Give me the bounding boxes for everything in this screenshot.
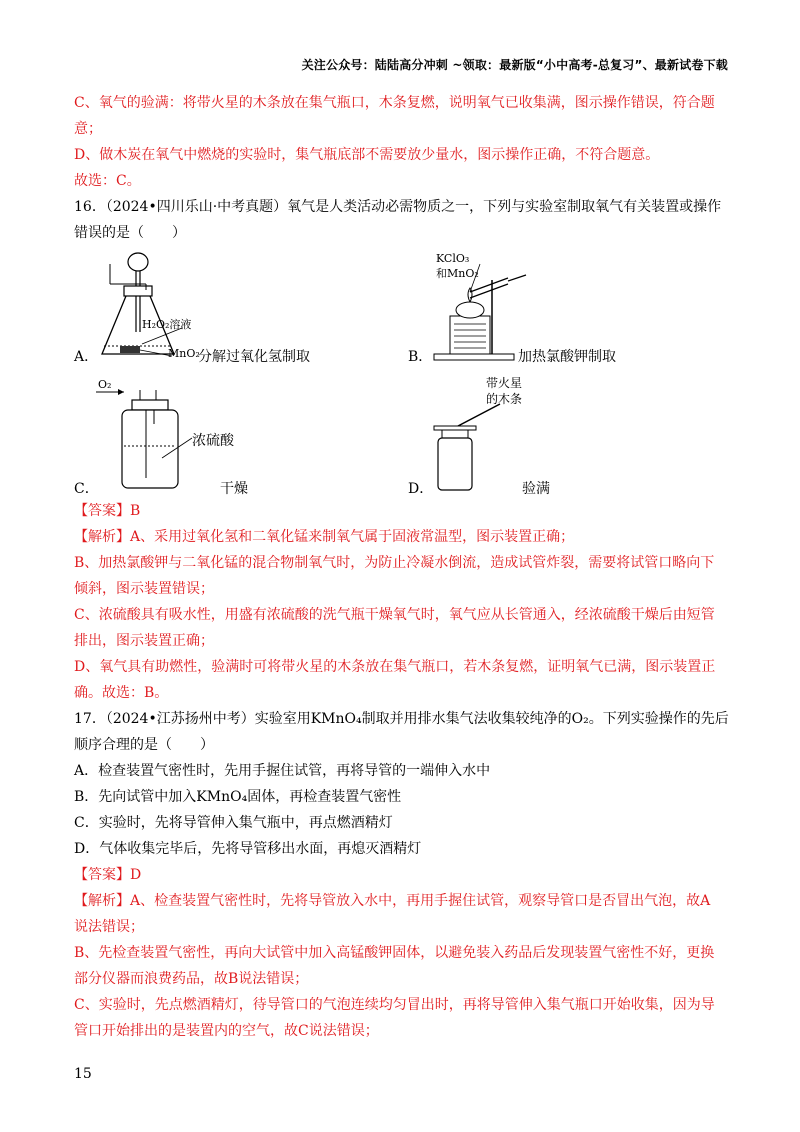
option-c-label: C．: [74, 481, 99, 497]
splint-label-line1: 带火星: [486, 376, 523, 390]
q17-option: B．先向试管中加入KMnO₄固体，再检查装置气密性: [74, 789, 402, 805]
q16-analysis-line: 【解析】A、采用过氧化氢和二氧化锰来制氧气属于固液常温型，图示装置正确；: [74, 529, 575, 545]
q17-analysis-line: 【解析】A、检查装置气密性时，先将导管放入水中，再用手握住试管，观察导管口是否冒出气泡，故A: [74, 893, 711, 909]
option-c-caption: 干燥: [220, 481, 248, 497]
q17-analysis-line: 部分仪器而浪费药品，故B说法错误；: [74, 971, 309, 987]
q16-answer: 【答案】B: [74, 503, 141, 519]
option-d-label: D．: [408, 481, 434, 497]
q17-analysis-line: 说法错误；: [74, 919, 144, 935]
q17-stem-line1: 17．（2024•江苏扬州中考）实验室用KMnO₄制取并用排水集气法收集较纯净的O₂。下列实验操作的先后: [74, 711, 729, 727]
q17-analysis-line: C、实验时，先点燃酒精灯，待导管口的气泡连续均匀冒出时，再将导管伸入集气瓶口开始收集，因为导: [74, 997, 715, 1013]
q16-analysis-line: 排出，图示装置正确；: [74, 633, 214, 649]
prev-analysis-c-line1: C、氧气的验满：将带火星的木条放在集气瓶口，木条复燃，说明氧气已收集满，图示操作错误，符合题: [74, 95, 715, 111]
q17-analysis-line: B、先检查装置气密性，再向大试管中加入高锰酸钾固体，以避免装入药品后发现装置气密性不好，更换: [74, 945, 715, 961]
q17-stem-line2: 顺序合理的是（ ）: [74, 737, 214, 753]
prev-analysis-c-line2: 意；: [74, 121, 102, 137]
q17-option: C．实验时，先将导管伸入集气瓶中，再点燃酒精灯: [74, 815, 393, 831]
option-a-label: A．: [74, 349, 99, 365]
q17-analysis-line: 管口开始排出的是装置内的空气，故C说法错误；: [74, 1023, 379, 1039]
document-body: [74, 90, 730, 1044]
option-b-caption: 加热氯酸钾制取: [518, 349, 616, 365]
splint-label-line2: 的木条: [486, 392, 523, 406]
prev-choice: 故选：C。: [74, 173, 141, 189]
q16-analysis-line: B、加热氯酸钾与二氧化锰的混合物制氧气时，为防止冷凝水倒流，造成试管炸裂，需要将试管口略向下: [74, 555, 715, 571]
q16-analysis-line: 确。故选：B。: [74, 685, 169, 701]
conc-sulfuric-acid-label: 浓硫酸: [192, 433, 234, 449]
q16-figure: [74, 250, 730, 498]
page-number: 15: [74, 1066, 92, 1082]
page-header: 关注公众号：陆陆高分冲刺 ~领取：最新版“小中高考-总复习”、最新试卷下载: [301, 58, 728, 72]
kclo3-label: KClO₃: [436, 252, 470, 265]
option-d-caption: 验满: [522, 481, 550, 497]
option-b-label: B．: [408, 349, 433, 365]
q17-option: D．气体收集完毕后，先将导管移出水面，再熄灭酒精灯: [74, 841, 422, 857]
h2o2-label: H₂O₂溶液: [142, 318, 192, 331]
q16-stem-line2: 错误的是（ ）: [74, 225, 186, 241]
option-a-caption: 分解过氧化氢制取: [198, 349, 310, 365]
q16-stem-line1: 16．（2024•四川乐山·中考真题）氧气是人类活动必需物质之一，下列与实验室制取氧气有关装置或操作: [74, 199, 722, 215]
q17-option: A．检查装置气密性时，先用手握住试管，再将导管的一端伸入水中: [74, 763, 491, 779]
q16-analysis-line: 倾斜，图示装置错误；: [74, 581, 214, 597]
q17-answer: 【答案】D: [74, 867, 142, 883]
mno2-label: MnO₂: [168, 347, 200, 360]
q16-analysis-line: D、氧气具有助燃性，验满时可将带火星的木条放在集气瓶口，若木条复燃，证明氧气已满，图示装置正: [74, 659, 716, 675]
q16-analysis-line: C、浓硫酸具有吸水性，用盛有浓硫酸的洗气瓶干燥氧气时，氧气应从长管通入，经浓硫酸干燥后由短管: [74, 607, 715, 623]
prev-analysis-d: D、做木炭在氧气中燃烧的实验时，集气瓶底部不需要放少量水，图示操作正确，不符合题意。: [74, 147, 660, 163]
o2-inlet-label: O₂: [98, 378, 112, 391]
kclo3-mno2-label: 和MnO₂: [436, 267, 479, 280]
